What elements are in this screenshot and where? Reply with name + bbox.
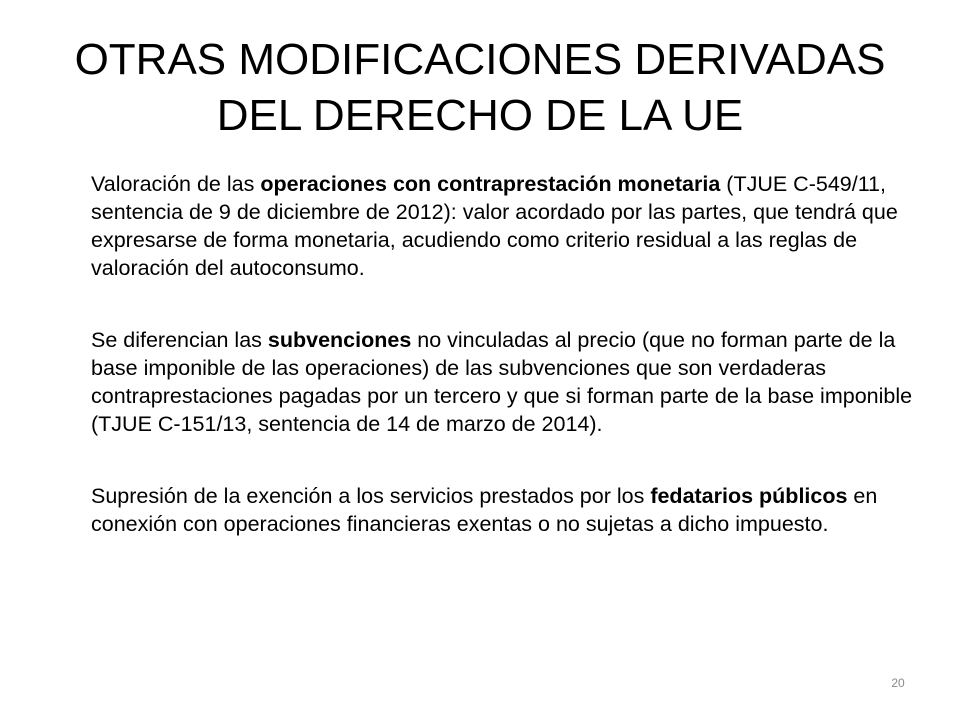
slide-title: OTRAS MODIFICACIONES DERIVADAS DEL DERECHO DE LA UE	[74, 35, 886, 140]
paragraph-highlight: operaciones con contraprestación monetaria	[260, 172, 721, 196]
paragraph-fedatarios	[91, 482, 936, 538]
paragraph-text: (TJUE C-549/11, sentencia de 9 de diciembre de 2012): valor acordado por las partes, que tendrá que expresarse de forma monetaria, acudiendo como criterio residual a las reglas de valoración del autoconsumo.	[91, 172, 898, 280]
paragraph-highlight: subvenciones	[267, 328, 412, 352]
paragraph-highlight: fedatarios públicos	[650, 484, 848, 508]
paragraph-text: no vinculadas al precio (que no forman parte de la base imponible de las operaciones) de las subvenciones que son verdaderas contraprestaciones pagadas por un tercero y que si forman parte de la base imponible (TJUE C-151/13, sentencia de 14 de marzo de 2014).	[91, 328, 913, 436]
paragraph-text: Valoración de las	[91, 172, 261, 196]
slide-body	[91, 170, 936, 538]
paragraph-text: en conexión con operaciones financieras exentas o no sujetas a dicho impuesto.	[91, 484, 878, 536]
paragraph-subvenciones	[91, 326, 936, 438]
paragraph-operaciones-monetarias	[91, 170, 936, 282]
paragraph-text: Supresión de la exención a los servicios prestados por los	[91, 484, 651, 508]
paragraph-text: Se diferencian las	[91, 328, 268, 352]
page-number: 20	[891, 676, 905, 690]
